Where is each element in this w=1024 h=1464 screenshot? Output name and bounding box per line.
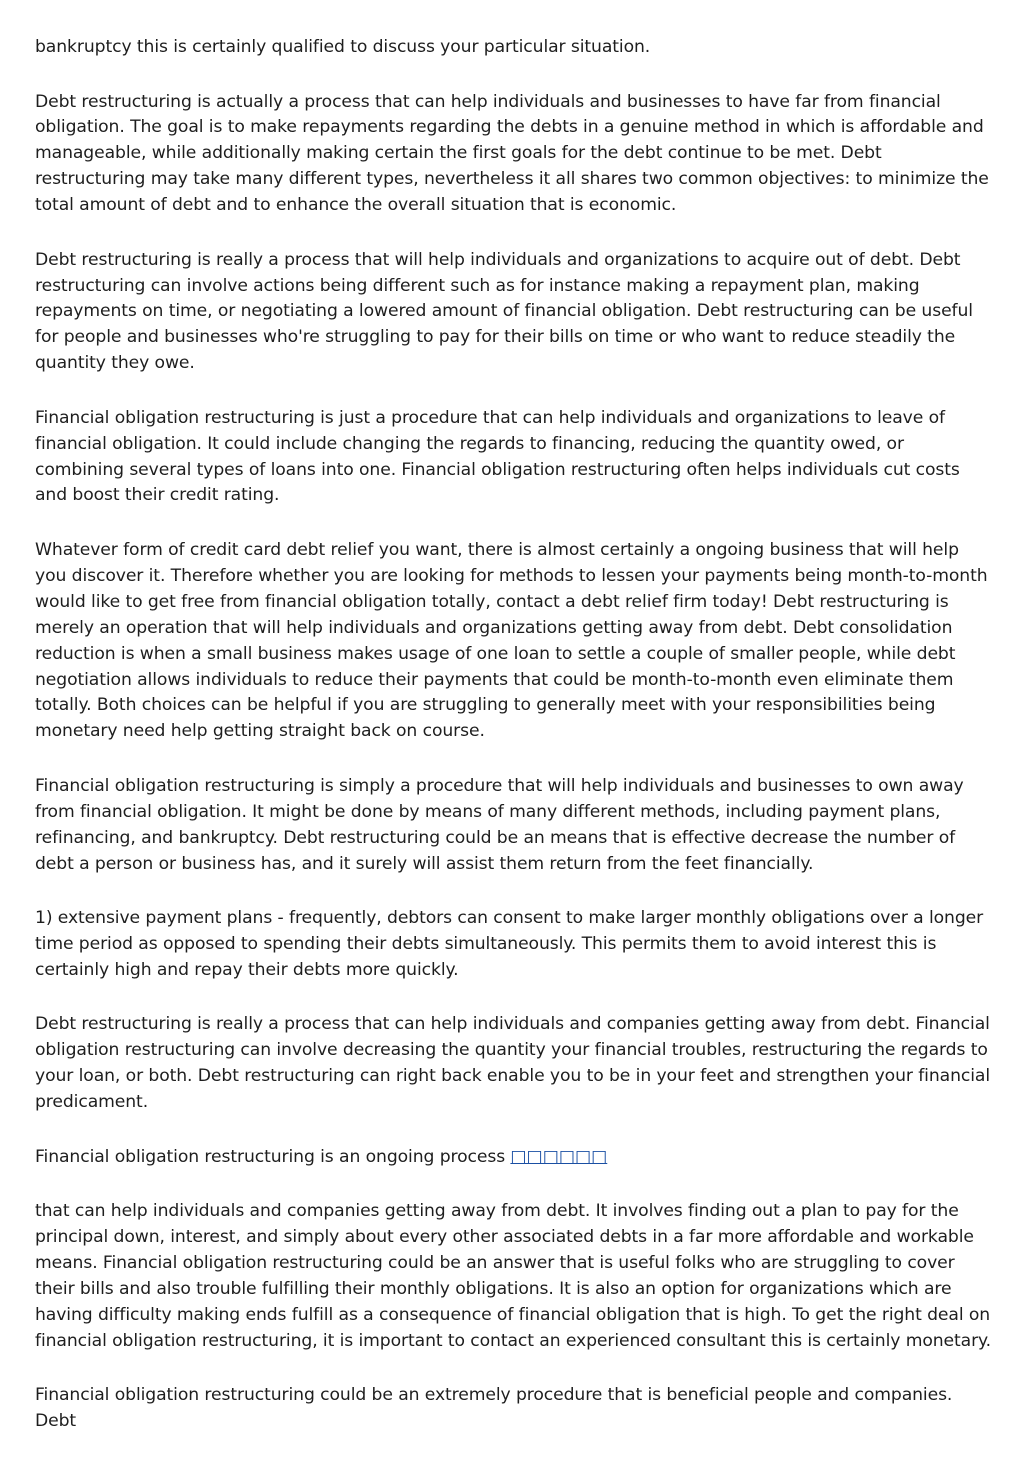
paragraph-2: Debt restructuring is actually a process that can help individuals and businesses to have far from financial obligation. The goal is to make repayments regarding the debts in a genuine method in which is affordable and manageable, while additionally making certain the first goals for the debt continue to be met. Debt restructuring may take many different types, nevertheless it all shares two common objectives: to minimize the total amount of debt and to enhance the overall situation that is economic. bbox=[35, 91, 989, 216]
paragraph-3: Debt restructuring is really a process that will help individuals and organizations to acquire out of debt. Debt restructuring can involve actions being different such as for instance making a repayment plan, making repayments on time, or negotiating a lowered amount of financial obligation. Debt restructuring can be useful for people and businesses who're struggling to pay for their bills on time or who want to reduce steadily the quantity they owe. bbox=[35, 249, 973, 374]
document-body bbox=[35, 35, 995, 1464]
paragraph-6: Financial obligation restructuring is simply a procedure that will help individuals and businesses to own away from financial obligation. It might be done by means of many different methods, including payment plans, refinancing, and bankruptcy. Debt restructuring could be an means that is effective decrease the number of debt a person or business has, and it surely will assist them return from the feet financially. bbox=[35, 775, 964, 874]
paragraph-10: that can help individuals and companies getting away from debt. It involves finding out a plan to pay for the principal down, interest, and simply about every other associated debts in a far more affordable and workable means. Financial obligation restructuring could be an answer that is useful folks who are struggling to cover their bills and also trouble fulfilling their monthly obligations. It is also an option for organizations which are having difficulty making ends fulfill as a consequence of financial obligation that is high. To get the right deal on financial obligation restructuring, it is important to contact an experienced consultant this is certainly monetary. bbox=[35, 1201, 992, 1351]
paragraph-with-link bbox=[35, 1145, 995, 1171]
paragraph-7: 1) extensive payment plans - frequently, debtors can consent to make larger monthly obligations over a longer time period as opposed to spending their debts simultaneously. This permits them to avoid interest this is certainly high and repay their debts more quickly. bbox=[35, 908, 984, 980]
paragraph-1: bankruptcy this is certainly qualified to discuss your particular situation. bbox=[35, 37, 651, 57]
paragraph-5: Whatever form of credit card debt relief you want, there is almost certainly a ongoing business that will help you discover it. Therefore whether you are looking for methods to lessen your payments being month-to-month would like to get free from financial obligation totally, contact a debt relief firm today! Debt restructuring is merely an operation that will help individuals and organizations getting away from debt. Debt consolidation reduction is when a small business makes usage of one loan to settle a couple of smaller people, while debt negotiation allows individuals to reduce their payments that could be month-to-month even eliminate them totally. Both choices can be helpful if you are struggling to generally meet with your responsibilities being monetary need help getting straight back on course. bbox=[35, 539, 988, 742]
inline-link[interactable]: □□□□□□ bbox=[510, 1146, 608, 1167]
paragraph-9-text: Financial obligation restructuring is an ongoing process bbox=[35, 1146, 511, 1167]
paragraph-8: Debt restructuring is really a process that can help individuals and companies getting away from debt. Financial obligation restructuring can involve decreasing the quantity your financial troubles, restructuring the regards to your loan, or both. Debt restructuring can right back enable you to be in your feet and strengthen your financial predicament. bbox=[35, 1014, 990, 1113]
paragraph-4: Financial obligation restructuring is just a procedure that can help individuals and organizations to leave of financial obligation. It could include changing the regards to financing, reducing the quantity owed, or combining several types of loans into one. Financial obligation restructuring often helps individuals cut costs and boost their credit rating. bbox=[35, 407, 960, 506]
paragraph-11: Financial obligation restructuring could be an extremely procedure that is beneficial people and companies. Debt bbox=[35, 1385, 953, 1431]
